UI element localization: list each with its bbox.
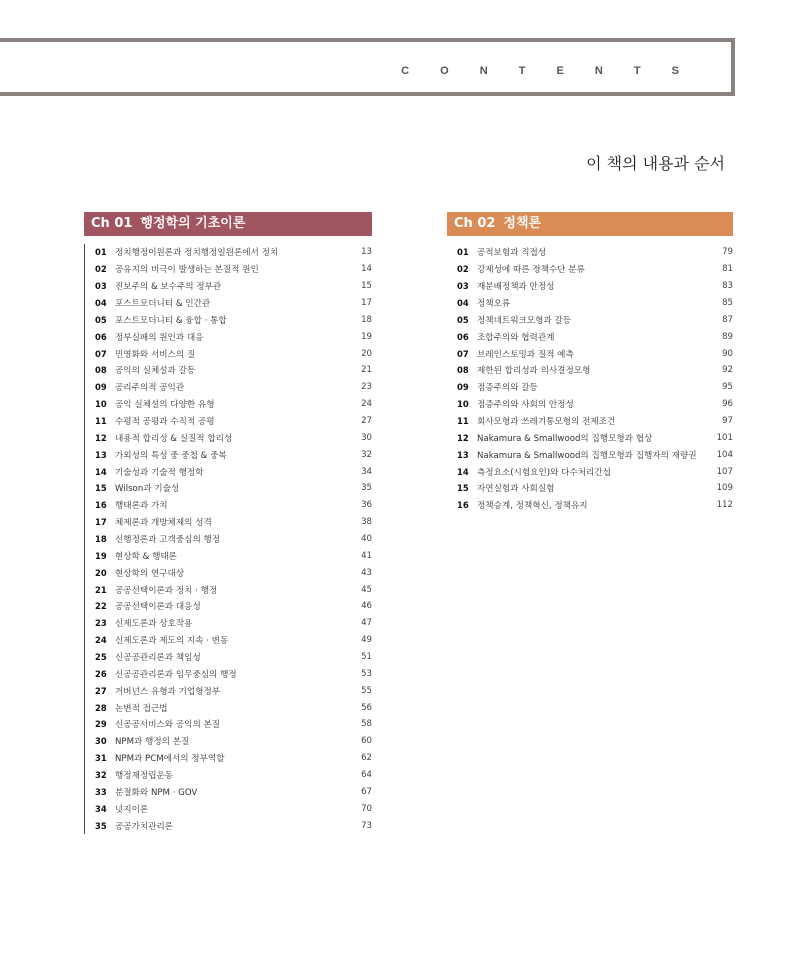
toc-item-page: 13 [361, 247, 372, 258]
toc-item-title: 정책네트워크모형과 갈등 [477, 315, 572, 326]
toc-item-page: 70 [361, 803, 372, 814]
toc-item[interactable] [85, 396, 372, 413]
toc-item[interactable] [85, 632, 372, 649]
toc-item[interactable] [85, 328, 372, 345]
toc-item-number: 16 [457, 500, 469, 511]
toc-item-title: 신제도론과 상호작용 [115, 619, 193, 630]
toc-item-number: 14 [457, 466, 469, 477]
toc-item-page: 21 [361, 365, 372, 376]
contents-header-band [0, 38, 735, 96]
toc-item[interactable] [85, 817, 372, 834]
toc-item-title: 조합주의와 협력관계 [477, 332, 555, 343]
toc-item[interactable] [85, 480, 372, 497]
toc-item-page: 35 [361, 483, 372, 494]
toc-item-title: 행태론과 가치 [115, 501, 168, 512]
toc-item-title: 가외성의 특성 중 중첩 & 중복 [115, 450, 227, 461]
toc-item-number: 28 [95, 702, 107, 713]
toc-item-title: 공유지의 비극이 발생하는 본질적 원인 [115, 265, 259, 276]
toc-item-page: 85 [722, 298, 733, 308]
toc-item-number: 19 [95, 550, 107, 561]
toc-item-title: 행정재정립운동 [115, 771, 174, 782]
toc-item-page: 62 [361, 753, 372, 764]
toc-item-page: 24 [361, 399, 372, 410]
toc-item-number: 18 [95, 534, 107, 545]
toc-item[interactable] [85, 531, 372, 548]
book-title: 이 책의 내용과 순서 [586, 154, 725, 173]
toc-item-title: 자연실험과 사회실험 [477, 484, 555, 495]
toc-item-title: 내용적 합리성 & 실질적 합리성 [115, 433, 233, 444]
toc-item-number: 22 [95, 601, 107, 612]
toc-item-page: 112 [716, 500, 733, 511]
toc-item-page: 27 [361, 416, 372, 427]
toc-item-number: 30 [95, 736, 107, 747]
toc-item-title: 공익의 실체설과 갈등 [115, 366, 196, 377]
toc-item[interactable] [447, 362, 733, 379]
toc-item-number: 04 [95, 298, 107, 308]
chapter-01-toc-list [84, 244, 372, 834]
toc-item-title: 수평적 공평과 수직적 공평 [115, 417, 215, 428]
toc-item-title: 포스트모더니티 & 융합 · 통합 [115, 315, 227, 326]
toc-item[interactable] [447, 328, 733, 345]
toc-item-page: 17 [361, 298, 372, 308]
toc-item-page: 30 [361, 432, 372, 443]
toc-item-page: 64 [361, 770, 372, 781]
toc-item[interactable] [447, 413, 733, 430]
toc-item-number: 15 [95, 483, 107, 494]
toc-item-title: 브레인스토밍과 질적 예측 [477, 349, 574, 360]
toc-item-number: 05 [457, 314, 469, 325]
toc-item[interactable] [85, 547, 372, 564]
toc-item-title: 공공선택이론과 대응성 [115, 602, 201, 613]
toc-item-title: 거버넌스 유형과 기업형정부 [115, 686, 221, 697]
toc-item-title: 정책오류 [477, 299, 511, 309]
toc-item-number: 25 [95, 652, 107, 663]
toc-item[interactable] [85, 682, 372, 699]
toc-item[interactable] [85, 261, 372, 278]
toc-item[interactable] [85, 514, 372, 531]
toc-item-page: 89 [722, 331, 733, 342]
toc-item[interactable] [85, 446, 372, 463]
toc-item-number: 29 [95, 719, 107, 730]
toc-item-number: 09 [457, 382, 469, 393]
toc-item-title: NPM과 PCM에서의 정부역할 [115, 754, 225, 765]
toc-item-title: 신공공관리론과 책임성 [115, 653, 201, 664]
toc-item-page: 58 [361, 719, 372, 730]
toc-item[interactable] [85, 311, 372, 328]
toc-item[interactable] [85, 564, 372, 581]
toc-item[interactable] [85, 463, 372, 480]
toc-item-page: 20 [361, 348, 372, 359]
toc-item-title: 점증주의와 사회의 안정성 [477, 400, 574, 411]
toc-item-number: 04 [457, 298, 469, 308]
toc-item-title: 논변적 접근법 [115, 703, 168, 714]
toc-item[interactable] [85, 665, 372, 682]
toc-item-page: 90 [722, 348, 733, 359]
toc-item[interactable] [447, 480, 733, 497]
chapter-01-heading [84, 212, 372, 236]
toc-item-number: 21 [95, 584, 107, 595]
contents-label: C O N T E N T S [401, 65, 693, 77]
toc-item-number: 01 [457, 247, 469, 258]
toc-item-number: 32 [95, 770, 107, 781]
toc-item[interactable] [447, 463, 733, 480]
toc-item-title: 점증주의와 갈등 [477, 383, 538, 394]
toc-item-page: 53 [361, 668, 372, 679]
toc-item-number: 23 [95, 618, 107, 629]
toc-item-page: 15 [361, 281, 372, 292]
toc-item[interactable] [85, 615, 372, 632]
toc-item-number: 20 [95, 567, 107, 578]
toc-item-title: 측정요소(시험요인)와 다수처리간섭 [477, 467, 611, 478]
toc-item-title: 제한된 합리성과 의사결정모형 [477, 366, 591, 377]
toc-item[interactable] [85, 767, 372, 784]
chapter-code: Ch 01 [91, 216, 133, 231]
toc-item[interactable] [85, 413, 372, 430]
toc-item-title: 재분배정책과 안정성 [477, 282, 555, 293]
toc-item-page: 46 [361, 601, 372, 612]
toc-item-title: Nakamura & Smallwood의 집행모형과 집행자의 재량권 [477, 450, 697, 461]
toc-item-number: 11 [457, 416, 469, 427]
toc-item-page: 40 [361, 534, 372, 545]
chapter-02-heading [447, 212, 733, 236]
toc-item-title: 신행정론과 고객중심의 행정 [115, 535, 221, 546]
toc-item[interactable] [85, 699, 372, 716]
toc-item-title: 포스트모더니티 & 인간관 [115, 299, 211, 309]
toc-item-number: 06 [457, 331, 469, 342]
toc-item-title: 정치행정이원론과 정치행정일원론에서 정치 [115, 248, 279, 259]
toc-item-number: 35 [95, 820, 107, 831]
toc-item-title: 공공선택이론과 정치 · 행정 [115, 585, 218, 596]
toc-item-title: 공익 실체설의 다양한 유형 [115, 400, 215, 411]
toc-item[interactable] [85, 716, 372, 733]
toc-item-page: 51 [361, 652, 372, 663]
toc-item-number: 01 [95, 247, 107, 258]
chapter-02 [447, 212, 733, 514]
toc-item-number: 33 [95, 786, 107, 797]
toc-item-page: 43 [361, 567, 372, 578]
toc-item-title: 기술성과 기술적 행정학 [115, 467, 204, 478]
toc-item-page: 95 [722, 382, 733, 393]
toc-item-number: 16 [95, 500, 107, 511]
toc-item-page: 87 [722, 314, 733, 325]
toc-item-title: 공리주의적 공익관 [115, 383, 185, 394]
toc-item[interactable] [447, 295, 733, 312]
toc-item-page: 32 [361, 449, 372, 460]
toc-item-page: 14 [361, 264, 372, 275]
toc-item[interactable] [447, 345, 733, 362]
toc-item-title: 회사모형과 쓰레기통모형의 전제조건 [477, 417, 616, 428]
toc-item-page: 109 [716, 483, 733, 494]
toc-item[interactable] [447, 429, 733, 446]
toc-item-title: 진보주의 & 보수주의 정부관 [115, 282, 222, 293]
toc-item-page: 36 [361, 500, 372, 511]
toc-item-page: 45 [361, 584, 372, 595]
toc-item-page: 67 [361, 786, 372, 797]
toc-item[interactable] [85, 429, 372, 446]
toc-item-number: 08 [457, 365, 469, 376]
toc-item-number: 08 [95, 365, 107, 376]
toc-item-number: 17 [95, 517, 107, 528]
toc-item[interactable] [447, 379, 733, 396]
toc-item[interactable] [447, 446, 733, 463]
toc-item[interactable] [85, 379, 372, 396]
toc-item-title: 체제론과 개방체제의 성격 [115, 518, 212, 529]
toc-item[interactable] [85, 581, 372, 598]
toc-item-number: 13 [457, 449, 469, 460]
toc-item-number: 14 [95, 466, 107, 477]
toc-item-number: 07 [457, 348, 469, 359]
toc-item-page: 19 [361, 331, 372, 342]
toc-item-page: 101 [716, 432, 733, 443]
chapter-code: Ch 02 [454, 216, 496, 231]
toc-item[interactable] [447, 396, 733, 413]
toc-item-number: 24 [95, 635, 107, 646]
toc-item-title: 정책승계, 정책혁신, 정책유지 [477, 501, 588, 512]
toc-item-number: 13 [95, 449, 107, 460]
toc-item[interactable] [85, 750, 372, 767]
toc-item-page: 47 [361, 618, 372, 629]
toc-item-page: 60 [361, 736, 372, 747]
toc-item-number: 02 [95, 264, 107, 275]
toc-item-page: 34 [361, 466, 372, 477]
toc-item[interactable] [85, 345, 372, 362]
toc-item-page: 83 [722, 281, 733, 292]
toc-item-title: NPM과 행정의 본질 [115, 737, 190, 748]
toc-item-number: 26 [95, 668, 107, 679]
toc-item[interactable] [85, 362, 372, 379]
toc-item-title: 현상학의 연구대상 [115, 568, 185, 579]
toc-item-page: 97 [722, 416, 733, 427]
toc-item[interactable] [85, 295, 372, 312]
toc-item-title: 신공공서비스와 공익의 본질 [115, 720, 221, 731]
toc-item-page: 23 [361, 382, 372, 393]
toc-item[interactable] [85, 800, 372, 817]
toc-item-number: 07 [95, 348, 107, 359]
toc-item-page: 73 [361, 820, 372, 831]
toc-item-title: 신공공관리론과 임무중심의 행정 [115, 669, 237, 680]
toc-item-title: 민영화와 서비스의 질 [115, 349, 196, 360]
toc-item[interactable] [447, 244, 733, 261]
toc-item-number: 15 [457, 483, 469, 494]
toc-item-title: 신제도론과 제도의 지속 · 변동 [115, 636, 229, 647]
toc-item[interactable] [447, 311, 733, 328]
toc-item-number: 05 [95, 314, 107, 325]
toc-item-page: 79 [722, 247, 733, 258]
toc-item-page: 104 [716, 449, 733, 460]
toc-item-number: 27 [95, 685, 107, 696]
toc-item[interactable] [85, 244, 372, 261]
chapter-title: 행정학의 기초이론 [140, 216, 246, 231]
chapter-02-toc-list [447, 244, 733, 514]
toc-item-number: 31 [95, 753, 107, 764]
toc-item-title: 넛지이론 [115, 804, 149, 815]
toc-item-page: 49 [361, 635, 372, 646]
toc-item-number: 11 [95, 416, 107, 427]
toc-item[interactable] [447, 261, 733, 278]
toc-item-title: 현상학 & 행태론 [115, 551, 177, 562]
toc-item-page: 18 [361, 314, 372, 325]
toc-item-page: 81 [722, 264, 733, 275]
chapter-title: 정책론 [503, 216, 542, 231]
toc-item-title: Wilson과 기술성 [115, 484, 180, 495]
toc-item-title: 강제성에 따른 정책수단 분류 [477, 265, 585, 276]
toc-item-number: 06 [95, 331, 107, 342]
toc-item-title: 분절화와 NPM · GOV [115, 787, 198, 798]
toc-item-number: 12 [457, 432, 469, 443]
toc-item-title: 정부실패의 원인과 대응 [115, 332, 204, 343]
toc-item-page: 38 [361, 517, 372, 528]
toc-item[interactable] [85, 497, 372, 514]
toc-item-number: 02 [457, 264, 469, 275]
toc-item-number: 10 [95, 399, 107, 410]
toc-item[interactable] [447, 497, 733, 514]
toc-item-number: 12 [95, 432, 107, 443]
toc-item[interactable] [85, 649, 372, 666]
toc-item-page: 92 [722, 365, 733, 376]
toc-item-title: 공공가치관리론 [115, 821, 174, 832]
chapter-01 [84, 212, 372, 834]
toc-item-number: 03 [457, 281, 469, 292]
toc-item[interactable] [85, 733, 372, 750]
toc-item[interactable] [447, 278, 733, 295]
toc-item-page: 55 [361, 685, 372, 696]
toc-item-number: 34 [95, 803, 107, 814]
toc-item-page: 107 [716, 466, 733, 477]
toc-item-title: Nakamura & Smallwood의 집행모형과 협상 [477, 433, 653, 444]
toc-item[interactable] [85, 598, 372, 615]
toc-item-page: 41 [361, 550, 372, 561]
toc-item[interactable] [85, 784, 372, 801]
toc-item-number: 03 [95, 281, 107, 292]
toc-item-number: 10 [457, 399, 469, 410]
toc-item-number: 09 [95, 382, 107, 393]
toc-item-title: 공적보험과 직접성 [477, 248, 547, 259]
toc-item[interactable] [85, 278, 372, 295]
toc-item-page: 96 [722, 399, 733, 410]
toc-item-page: 56 [361, 702, 372, 713]
